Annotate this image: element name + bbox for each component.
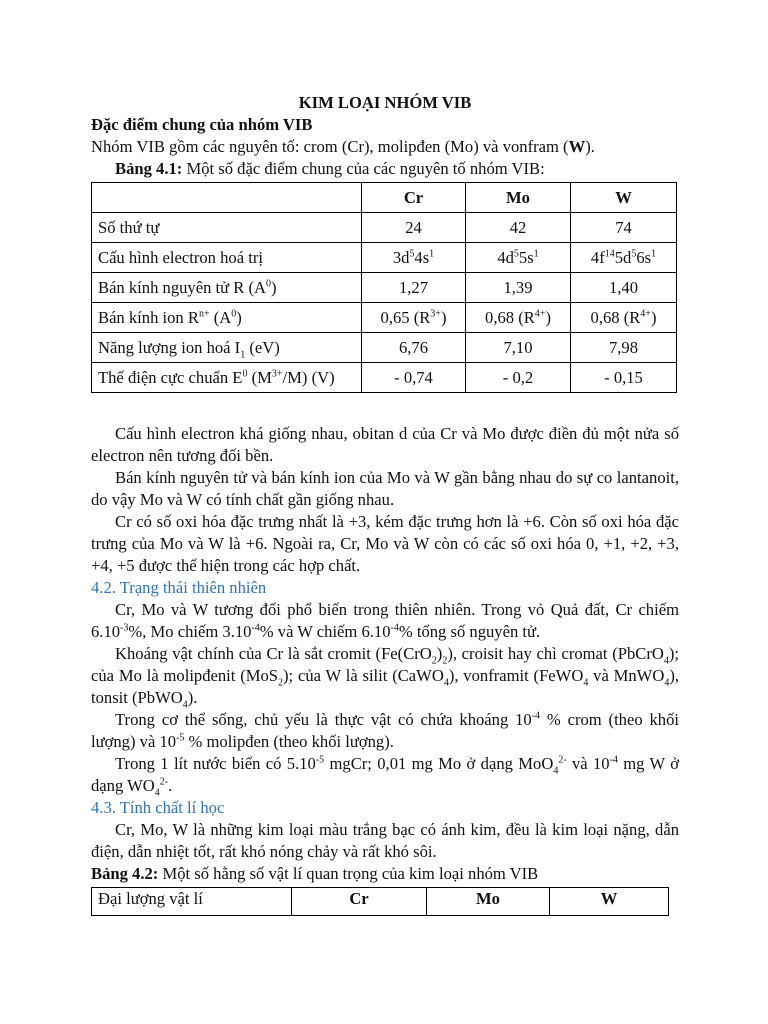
paragraph-radius: Bán kính nguyên tử và bán kính ion của Mo và W gần bằng nhau do sự co lantanoit, do vậy Mo và W có tính chất gần giống nhau. bbox=[91, 468, 679, 509]
row-label: Bán kính ion $R^{n+}$ $(A^0)$ bbox=[92, 303, 362, 333]
table2-header-cr: Cr bbox=[292, 888, 427, 916]
paragraph-minerals: Khoáng vật chính của Cr là sắt cromit $(Fe(CrO_2)_2)$, croisit hay chì cromat (PbCrO$_4$); của Mo là molipđenit (MoS$_2$); của W là silit (CaWO$_4$), vonframit (FeWO$_4$ và MnWO$_4$), tonsit (PbWO$_4$). bbox=[91, 644, 680, 711]
row-label: Cấu hình electron hoá trị bbox=[92, 243, 362, 273]
section-heading-physical-properties: 4.3. Tính chất lí học bbox=[91, 798, 225, 817]
table2-caption-label: Bảng 4.2: bbox=[91, 864, 159, 883]
cell-mo: 42 bbox=[466, 213, 571, 243]
table2-header-quantity: Đại lượng vật lí bbox=[92, 888, 292, 916]
table2-caption: Bảng 4.2: Một số hằng số vật lí quan trọng của kim loại nhóm VIB bbox=[91, 864, 539, 883]
cell-cr: $3d^54s^1$ bbox=[362, 243, 466, 273]
table2-header-w: W bbox=[550, 888, 669, 916]
cell-mo: 0,68 $(R^{4+})$ bbox=[466, 303, 571, 333]
cell-w: $4f^{14}5d^56s^1$ bbox=[571, 243, 677, 273]
table1-header-cr: Cr bbox=[362, 183, 466, 213]
cell-mo: 7,10 bbox=[466, 333, 571, 363]
table-row bbox=[92, 243, 677, 273]
intro-paragraph: Nhóm VIB gồm các nguyên tố: crom (Cr), molipđen (Mo) và vonfram (W). bbox=[91, 137, 595, 156]
cell-mo: - 0,2 bbox=[466, 363, 571, 393]
table1-header-row bbox=[92, 183, 677, 213]
document-title: KIM LOẠI NHÓM VIB bbox=[298, 93, 472, 112]
row-label: Năng lượng ion hoá $I_1$ (eV) bbox=[92, 333, 362, 363]
table1-header-w: W bbox=[571, 183, 677, 213]
cell-w: 0,68 $(R^{4+})$ bbox=[571, 303, 677, 333]
table1-caption-label: Bảng 4.1: bbox=[115, 159, 183, 178]
table1-caption: Bảng 4.1: Một số đặc điểm chung của các nguyên tố nhóm VIB: bbox=[115, 159, 545, 178]
cell-cr: 24 bbox=[362, 213, 466, 243]
section-heading-general: Đặc điểm chung của nhóm VIB bbox=[91, 115, 313, 134]
table2-header-row bbox=[92, 888, 669, 916]
table-physical-constants bbox=[91, 887, 669, 916]
cell-w: 7,98 bbox=[571, 333, 677, 363]
paragraph-oxidation: Cr có số oxi hóa đặc trưng nhất là +3, kém đặc trưng hơn là +6. Còn số oxi hóa đặc trưng của Mo và W là +6. Ngoài ra, Cr, Mo và W còn có các số oxi hóa 0, +1, +2, +3, +4, +5 được thể hiện trong các hợp chất. bbox=[91, 512, 679, 575]
table-row bbox=[92, 363, 677, 393]
table-row bbox=[92, 273, 677, 303]
table-group-vib-properties bbox=[91, 182, 677, 393]
table-row bbox=[92, 213, 677, 243]
cell-w: - 0,15 bbox=[571, 363, 677, 393]
table1-header-mo: Mo bbox=[466, 183, 571, 213]
cell-cr: 6,76 bbox=[362, 333, 466, 363]
spacer bbox=[91, 393, 679, 423]
row-label: Bán kính nguyên tử R $(A^0)$ bbox=[92, 273, 362, 303]
cell-mo: $4d^55s^1$ bbox=[466, 243, 571, 273]
paragraph-biology: Trong cơ thể sống, chủ yếu là thực vật có chứa khoáng $10^{-4}$ % crom (theo khối lượng) và $10^{-5}$ % molipđen (theo khối lượng). bbox=[91, 710, 680, 751]
table-row bbox=[92, 303, 677, 333]
cell-cr: - 0,74 bbox=[362, 363, 466, 393]
table-row bbox=[92, 333, 677, 363]
paragraph-electron-config: Cấu hình electron khá giống nhau, obitan d của Cr và Mo được điền đủ một nửa số electron nên tương đối bền. bbox=[91, 424, 679, 465]
table1-header-blank bbox=[92, 183, 362, 213]
cell-w: 74 bbox=[571, 213, 677, 243]
table2-header-mo: Mo bbox=[427, 888, 550, 916]
row-label: Thế điện cực chuẩn $E^0$ $(M^{3+}/M)$ (V) bbox=[92, 363, 362, 393]
row-label: Số thứ tự bbox=[92, 213, 362, 243]
paragraph-physical: Cr, Mo, W là những kim loại màu trắng bạc có ánh kim, đều là kim loại nặng, dẫn điện, dẫn nhiệt tốt, rất khó nóng chảy và rất khó sôi. bbox=[91, 820, 679, 861]
paragraph-seawater: Trong 1 lít nước biển có $5.10^{-5}$ mgCr; 0,01 mg Mo ở dạng MoO$_4^{2-}$ và $10^{-4}$ mg W ở dạng $WO_4^{2-}$. bbox=[91, 754, 679, 799]
cell-mo: 1,39 bbox=[466, 273, 571, 303]
cell-cr: 0,65 $(R^{3+})$ bbox=[362, 303, 466, 333]
cell-w: 1,40 bbox=[571, 273, 677, 303]
paragraph-abundance: Cr, Mo và W tương đối phổ biến trong thiên nhiên. Trong vỏ Quả đất, Cr chiếm $6.10^{-3}\%$, Mo chiếm $3.10^{-4}\%$ và W chiếm $6.10^{-4}\%$ tổng số nguyên tử. bbox=[91, 600, 679, 641]
cell-cr: 1,27 bbox=[362, 273, 466, 303]
section-heading-natural-state: 4.2. Trạng thái thiên nhiên bbox=[91, 578, 267, 597]
document-page bbox=[91, 92, 679, 916]
